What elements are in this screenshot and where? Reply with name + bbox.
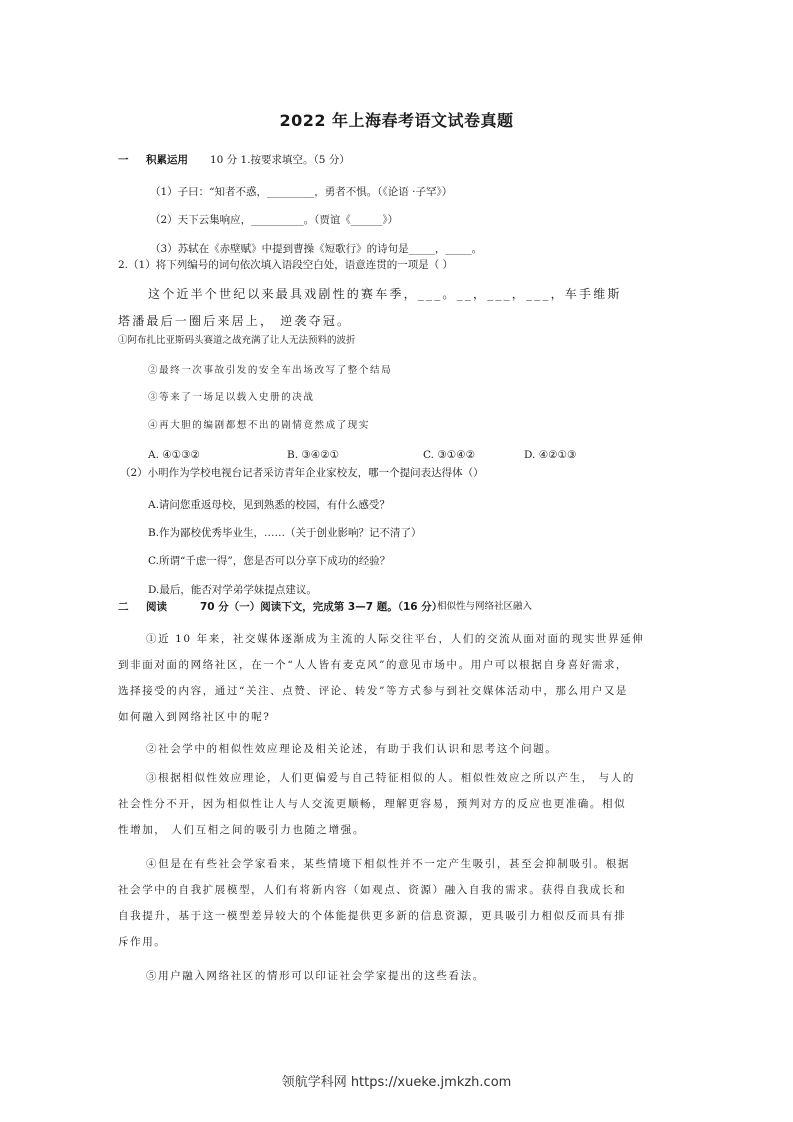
paragraph-line: 选择接受的内容，通过“关注、点赞、评论、转发”等方式参与到社交媒体活动中，那么用户又是 bbox=[118, 685, 629, 697]
paragraph-line: 斥作用。 bbox=[118, 936, 167, 948]
q2-sub2-choice-a: A.请问您重返母校，见到熟悉的校园，有什么感受？ bbox=[148, 499, 390, 511]
paragraph-line: 社会性分不开，因为相似性让人与人交流更顺畅，理解更容易，预判对方的反应也更准确。相似 bbox=[118, 798, 627, 810]
paragraph-line: ④但是在有些社会学家看来，某些情境下相似性并不一定产生吸引，甚至会抑制吸引。根据 bbox=[146, 858, 630, 870]
page-title: 2022 年上海春考语文试卷真题 bbox=[279, 111, 514, 130]
q2-option-1: ①阿布扎比亚斯码头赛道之战充满了让人无法预料的波折 bbox=[118, 335, 356, 346]
paragraph-line: ⑤用户融入网络社区的情形可以印证社会学家提出的这些看法。 bbox=[146, 970, 485, 982]
fill-item-2: （2）天下云集响应，__________。（贾谊《______》） bbox=[150, 214, 399, 226]
paragraph-line: 到非面对面的网络社区，在一个“人人皆有麦克风”的意见市场中。用户可以根据自身喜好需求， bbox=[118, 659, 629, 671]
section1-name: 积累运用 bbox=[146, 154, 188, 166]
fill-item-3: （3）苏轼在《赤壁赋》中提到曹操《短歌行》的诗句是_____，_____。 bbox=[150, 243, 483, 255]
article-paragraph-3 bbox=[118, 765, 635, 843]
section2-num: 二 bbox=[118, 601, 129, 613]
q2-sub2-choice-c: C.所谓“千虑一得”，您是否可以分享下成功的经验？ bbox=[148, 555, 391, 567]
article-paragraph-5 bbox=[118, 963, 485, 989]
article-title: 相似性与网络社区融入 bbox=[437, 601, 533, 612]
paragraph-line: 如何融入到网络社区中的呢? bbox=[118, 711, 271, 723]
fill-item-1: （1）子曰：“知者不惑，_________，勇者不惧。（《论语 ·子罕》） bbox=[150, 186, 453, 198]
paragraph-line: 性增加， 人们互相之间的吸引力也随之增强。 bbox=[118, 824, 365, 836]
section2-name: 阅读 bbox=[146, 601, 167, 613]
section1-intro: 10 分 1.按要求填空。（5 分） bbox=[210, 154, 350, 166]
q2-sub2-choice-b: B.作为鄙校优秀毕业生，……（关于创业影响？记不清了） bbox=[148, 527, 422, 539]
q2-choice-b: B. ③④②① bbox=[287, 449, 340, 461]
article-paragraph-1 bbox=[118, 626, 644, 730]
footer-watermark: 领航学科网 https://xueke.jmkzh.com bbox=[281, 1075, 512, 1090]
q2-option-4: ④再大胆的编剧都想不出的剧情竟然成了现实 bbox=[148, 420, 371, 431]
q2-choice-c: C. ③①④② bbox=[423, 449, 475, 461]
article-paragraph-4 bbox=[118, 851, 630, 955]
q2-option-2: ②最终一次事故引发的安全车出场改写了整个结局 bbox=[148, 365, 393, 376]
paragraph-line: ②社会学中的相似性效应理论及相关论述，有助于我们认识和思考这个问题。 bbox=[146, 743, 558, 755]
q2-sub2-choice-d: D.最后，能否对学弟学妹提点建议。 bbox=[148, 584, 317, 596]
section1-num: 一 bbox=[118, 154, 129, 166]
q2-option-3: ③等来了一场足以载入史册的决战 bbox=[148, 392, 315, 403]
paragraph-line: 自我提升，基于这一模型差异较大的个体能提供更多新的信息资源，更具吸引力相似反而具有排 bbox=[118, 910, 627, 922]
section2-intro: 70 分（一）阅读下文，完成第 3—7 题。（16 分） bbox=[200, 601, 443, 613]
q2-choice-d: D. ④②①③ bbox=[524, 449, 577, 461]
q2-sub2-stem: （2）小明作为学校电视台记者采访青年企业家校友，哪一个提问表达得体（） bbox=[120, 467, 484, 479]
paragraph-line: ③根据相似性效应理论，人们更偏爱与自己特征相似的人。相似性效应之所以产生， 与人的 bbox=[146, 772, 635, 784]
q2-choice-a: A. ④①③② bbox=[148, 449, 200, 461]
paragraph-line: 社会学中的自我扩展模型，人们有将新内容（如观点、资源）融入自我的需求。获得自我成长和 bbox=[118, 884, 627, 896]
q2-stem: 2.（1）将下列编号的词句依次填入语段空白处，语意连贯的一项是（ ） bbox=[118, 259, 454, 271]
paragraph-line: ①近 10 年来，社交媒体逐渐成为主流的人际交往平台，人们的交流从面对面的现实世界延伸 bbox=[146, 633, 645, 645]
q2-passage-line1: 这个近半个世纪以来最具戏剧性的赛车季，___。__，___，___，车手维斯 bbox=[148, 287, 622, 301]
article-paragraph-2 bbox=[118, 736, 557, 762]
q2-passage-line2: 塔潘最后一圈后来居上， 逆袭夺冠。 bbox=[118, 314, 352, 328]
